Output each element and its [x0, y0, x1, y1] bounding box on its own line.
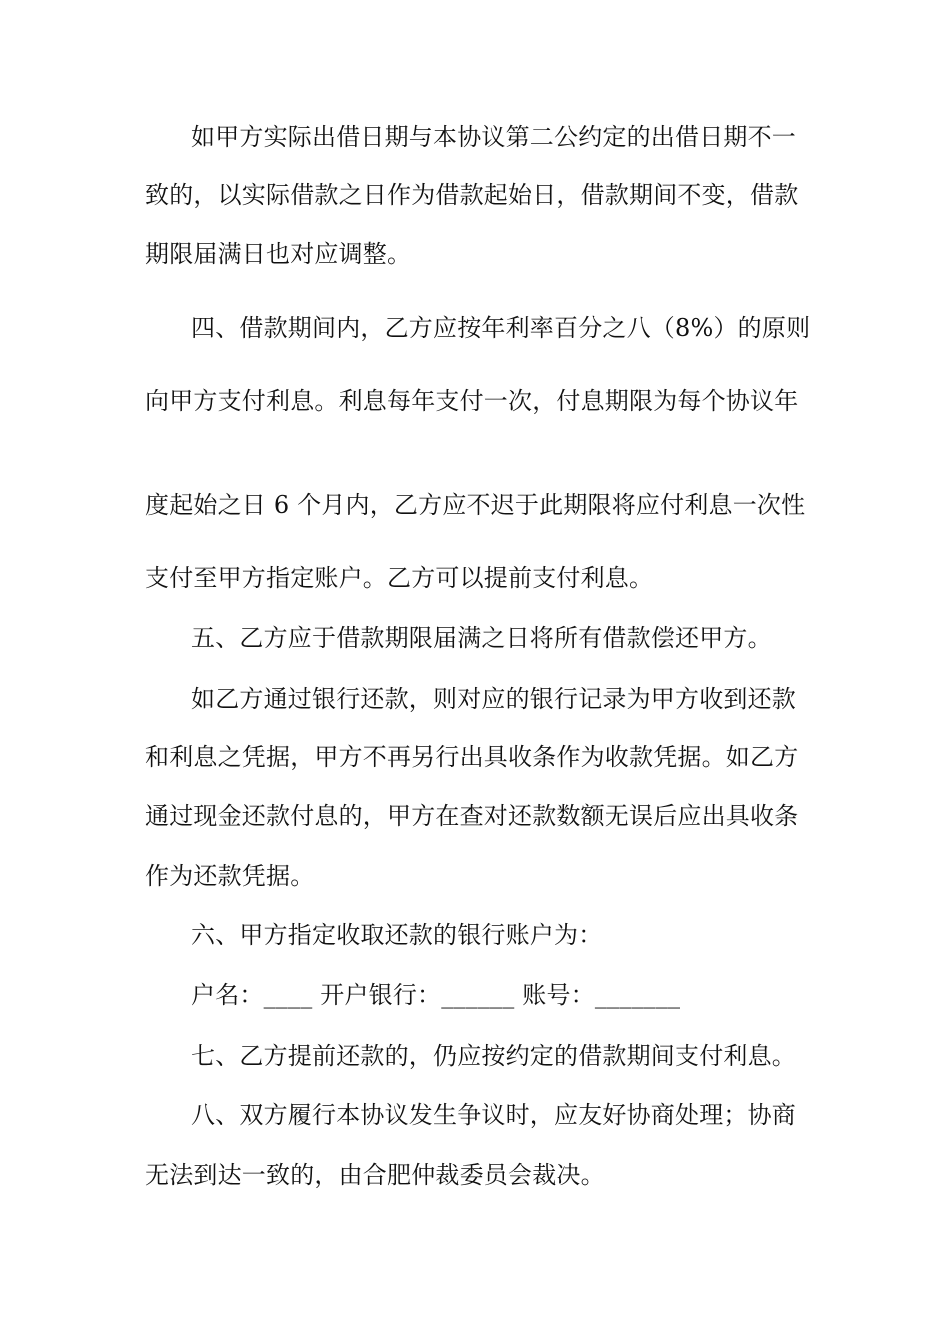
paragraph-line: 五、乙方应于借款期限届满之日将所有借款偿还甲方。	[191, 624, 772, 652]
paragraph-line: 和利息之凭据，甲方不再另行出具收条作为收款凭据。如乙方	[145, 743, 799, 771]
paragraph-line: 七、乙方提前还款的，仍应按约定的借款期间支付利息。	[191, 1042, 796, 1070]
paragraph-line: 支付至甲方指定账户。乙方可以提前支付利息。	[145, 564, 654, 592]
paragraph-line: 期限届满日也对应调整。	[145, 240, 412, 268]
paragraph-line: 向甲方支付利息。利息每年支付一次，付息期限为每个协议年	[145, 387, 799, 415]
paragraph-line: 如乙方通过银行还款，则对应的银行记录为甲方收到还款	[191, 685, 796, 713]
paragraph-line: 如甲方实际出借日期与本协议第二公约定的出借日期不一	[191, 123, 796, 151]
paragraph-line: 作为还款凭据。	[145, 862, 315, 890]
paragraph-line: 无法到达一致的，由合肥仲裁委员会裁决。	[145, 1161, 605, 1189]
paragraph-line: 通过现金还款付息的，甲方在查对还款数额无误后应出具收条	[145, 802, 799, 830]
bank-account-line: 户名：____ 开户银行：______ 账号：_______	[191, 981, 681, 1009]
paragraph-line: 八、双方履行本协议发生争议时，应友好协商处理；协商	[191, 1101, 796, 1129]
paragraph-line: 六、甲方指定收取还款的银行账户为：	[191, 921, 603, 949]
paragraph-line: 致的，以实际借款之日作为借款起始日，借款期间不变，借款	[145, 181, 799, 209]
paragraph-line: 四、借款期间内，乙方应按年利率百分之八（8%）的原则	[191, 314, 811, 342]
paragraph-line: 度起始之日 6 个月内，乙方应不迟于此期限将应付利息一次性	[145, 491, 806, 519]
